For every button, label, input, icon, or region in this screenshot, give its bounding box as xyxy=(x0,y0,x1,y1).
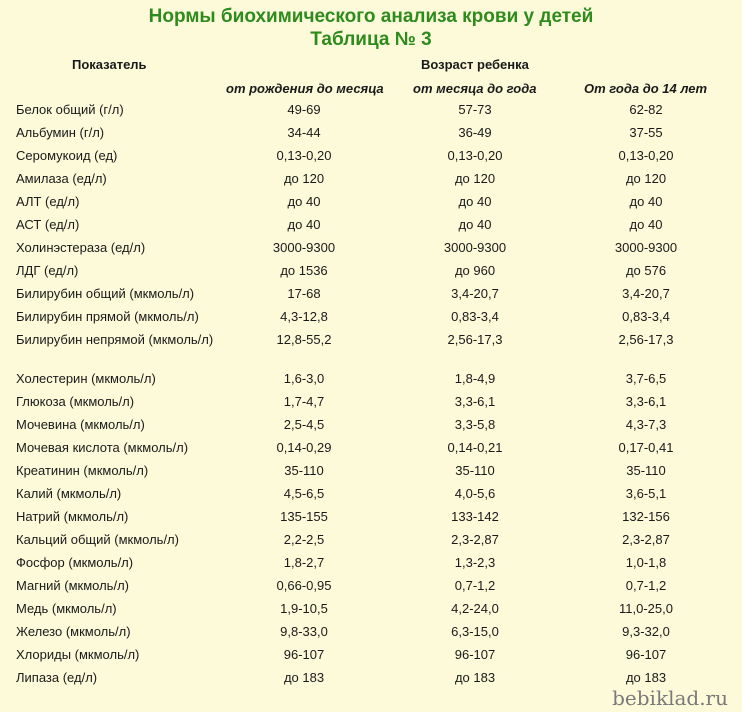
value-newborn: 135-155 xyxy=(280,509,328,524)
value-newborn: 0,66-0,95 xyxy=(276,578,332,593)
value-newborn: до 40 xyxy=(287,217,321,232)
indicator-name: Мочевая кислота (мкмоль/л) xyxy=(16,440,189,455)
indicator-name: АЛТ (ед/л) xyxy=(16,194,80,209)
value-child: до 183 xyxy=(625,670,667,685)
indicator-name: Амилаза (ед/л) xyxy=(16,171,107,186)
value-newborn: 2,2-2,5 xyxy=(283,532,325,547)
value-infant: 133-142 xyxy=(451,509,499,524)
value-child: 3,3-6,1 xyxy=(625,394,667,409)
indicator-name: Хлориды (мкмоль/л) xyxy=(16,647,140,662)
value-infant: 6,3-15,0 xyxy=(451,624,499,639)
value-child: 62-82 xyxy=(629,102,663,117)
age-column-header: Возраст ребенка xyxy=(421,57,529,72)
value-infant: 2,56-17,3 xyxy=(447,332,503,347)
age-group-header-newborn: от рождения до месяца xyxy=(226,81,384,96)
value-infant: 2,3-2,87 xyxy=(451,532,499,547)
value-newborn: 9,8-33,0 xyxy=(280,624,328,639)
value-child: 3,7-6,5 xyxy=(625,371,667,386)
value-infant: до 183 xyxy=(454,670,496,685)
value-newborn: 1,8-2,7 xyxy=(283,555,325,570)
value-infant: 0,83-3,4 xyxy=(451,309,499,324)
indicator-name: Липаза (ед/л) xyxy=(16,670,98,685)
value-child: 2,3-2,87 xyxy=(622,532,670,547)
value-infant: 3,4-20,7 xyxy=(451,286,499,301)
indicator-name: Мочевина (мкмоль/л) xyxy=(16,417,145,432)
indicator-column-header: Показатель xyxy=(72,57,147,72)
age-group-header-child: От года до 14 лет xyxy=(584,81,708,96)
indicator-name: Натрий (мкмоль/л) xyxy=(16,509,129,524)
value-infant: 0,14-0,21 xyxy=(447,440,503,455)
indicator-name: Билирубин непрямой (мкмоль/л) xyxy=(16,332,214,347)
value-infant: 1,3-2,3 xyxy=(454,555,496,570)
indicator-name: Кальций общий (мкмоль/л) xyxy=(16,532,179,547)
value-infant: 36-49 xyxy=(458,125,492,140)
value-child: 0,17-0,41 xyxy=(618,440,674,455)
value-newborn: 1,7-4,7 xyxy=(283,394,325,409)
value-infant: 3,3-5,8 xyxy=(454,417,496,432)
value-child: 3,4-20,7 xyxy=(622,286,670,301)
indicator-name: АСТ (ед/л) xyxy=(16,217,80,232)
indicator-name: Белок общий (г/л) xyxy=(16,102,124,117)
value-newborn: до 183 xyxy=(283,670,325,685)
value-child: 9,3-32,0 xyxy=(622,624,670,639)
indicator-name: Калий (мкмоль/л) xyxy=(16,486,122,501)
value-infant: 96-107 xyxy=(454,647,496,662)
indicator-name: Магний (мкмоль/л) xyxy=(16,578,129,593)
value-infant: до 120 xyxy=(454,171,496,186)
indicator-name: Билирубин общий (мкмоль/л) xyxy=(16,286,195,301)
value-child: до 40 xyxy=(629,194,663,209)
value-child: 2,56-17,3 xyxy=(618,332,674,347)
value-infant: до 40 xyxy=(458,217,492,232)
value-infant: 0,13-0,20 xyxy=(447,148,503,163)
table-number-title: Таблица № 3 xyxy=(310,29,432,50)
value-child: 0,7-1,2 xyxy=(625,578,667,593)
value-infant: 1,8-4,9 xyxy=(454,371,496,386)
value-newborn: до 120 xyxy=(283,171,325,186)
value-child: 0,13-0,20 xyxy=(618,148,674,163)
value-newborn: 12,8-55,2 xyxy=(276,332,332,347)
value-newborn: 1,6-3,0 xyxy=(283,371,325,386)
indicator-name: Альбумин (г/л) xyxy=(16,125,105,140)
indicator-name: Серомукоид (ед) xyxy=(16,148,118,163)
value-newborn: до 1536 xyxy=(280,263,328,278)
value-infant: 3,3-6,1 xyxy=(454,394,496,409)
value-child: до 40 xyxy=(629,217,663,232)
indicator-name: ЛДГ (ед/л) xyxy=(16,263,79,278)
value-child: 37-55 xyxy=(629,125,663,140)
value-child: 3,6-5,1 xyxy=(625,486,667,501)
value-child: 35-110 xyxy=(626,463,666,478)
value-newborn: 1,9-10,5 xyxy=(280,601,328,616)
indicator-name: Холестерин (мкмоль/л) xyxy=(16,371,156,386)
value-child: 132-156 xyxy=(622,509,670,524)
age-group-header-infant: от месяца до года xyxy=(413,81,537,96)
value-infant: до 40 xyxy=(458,194,492,209)
value-newborn: 35-110 xyxy=(284,463,324,478)
indicator-name: Холинэстераза (ед/л) xyxy=(16,240,146,255)
value-child: до 120 xyxy=(625,171,667,186)
value-newborn: 0,13-0,20 xyxy=(276,148,332,163)
value-child: 3000-9300 xyxy=(614,240,678,255)
indicator-name: Билирубин прямой (мкмоль/л) xyxy=(16,309,199,324)
value-newborn: 17-68 xyxy=(287,286,321,301)
indicator-name: Железо (мкмоль/л) xyxy=(16,624,131,639)
value-child: 11,0-25,0 xyxy=(619,601,673,616)
value-child: 96-107 xyxy=(625,647,667,662)
value-child: 4,3-7,3 xyxy=(625,417,667,432)
value-infant: 0,7-1,2 xyxy=(454,578,496,593)
value-child: 0,83-3,4 xyxy=(622,309,670,324)
value-infant: 4,2-24,0 xyxy=(451,601,499,616)
value-newborn: 2,5-4,5 xyxy=(283,417,325,432)
value-newborn: 34-44 xyxy=(287,125,321,140)
value-infant: 57-73 xyxy=(458,102,492,117)
page-title: Нормы биохимического анализа крови у детей xyxy=(148,6,594,27)
value-newborn: 3000-9300 xyxy=(272,240,336,255)
indicator-name: Фосфор (мкмоль/л) xyxy=(16,555,134,570)
value-newborn: 4,5-6,5 xyxy=(283,486,325,501)
value-child: 1,0-1,8 xyxy=(625,555,667,570)
value-infant: до 960 xyxy=(454,263,496,278)
value-infant: 4,0-5,6 xyxy=(454,486,496,501)
value-infant: 3000-9300 xyxy=(443,240,507,255)
indicator-name: Медь (мкмоль/л) xyxy=(16,601,117,616)
value-newborn: 96-107 xyxy=(283,647,325,662)
value-infant: 35-110 xyxy=(455,463,495,478)
site-watermark: bebiklad.ru xyxy=(612,686,728,710)
value-newborn: до 40 xyxy=(287,194,321,209)
indicator-name: Глюкоза (мкмоль/л) xyxy=(16,394,135,409)
value-newborn: 49-69 xyxy=(287,102,321,117)
indicator-name: Креатинин (мкмоль/л) xyxy=(16,463,149,478)
value-newborn: 4,3-12,8 xyxy=(280,309,328,324)
value-child: до 576 xyxy=(625,263,667,278)
value-newborn: 0,14-0,29 xyxy=(276,440,332,455)
